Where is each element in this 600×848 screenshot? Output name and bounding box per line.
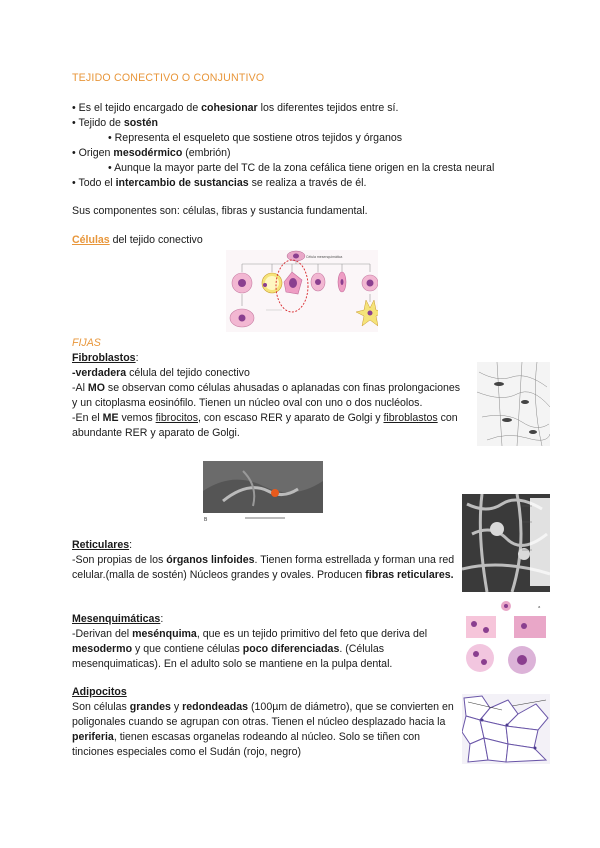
mesenquimaticas-text: -Derivan del mesénquima, que es un tejido primitivo del feto que deriva del mesodermo y que contiene células poco diferenciadas. (Células mesenquimaticas). En el adulto solo se mantiene en la pulpa dental. [72,628,428,670]
stem-cell [287,251,305,261]
fijas-heading: FIJAS [72,337,101,349]
bullet-intercambio: • Todo el intercambio de sustancias se realiza a través de él. [72,177,367,189]
cell-adipocyte [262,273,282,293]
cell-lineage-diagram [226,250,378,332]
sem-fibroblast-image [203,461,323,523]
orange-marker [271,489,279,497]
fibroblastos-p3: -En el ME vemos fibrocitos, con escaso RER y aparato de Golgi y fibroblastos con abundante RER y aparato de Golgi. [72,412,458,439]
adipose-tissue-image [462,694,550,764]
bullet-origen: • Origen mesodérmico (embrión) [72,147,231,159]
reticular-cells-image [462,494,550,592]
fibroblastos-section [72,351,468,441]
fibroblastos-p1: -verdadera célula del tejido conectivo [72,367,250,379]
reticulares-text: -Son propias de los órganos linfoides. Tienen forma estrellada y forman una red celular.(malla de sostén) Núcleos grandes y ovales. Producen fibras reticulares. [72,554,455,581]
svg-text:B: B [204,517,208,523]
mesenquimaticas-section [72,612,457,672]
adipocitos-heading: Adipocitos [72,686,127,698]
fibroblastos-heading: Fibroblastos: [72,352,139,364]
cell-bottom-left [230,309,254,327]
svg-text:Célula mesenquimática: Célula mesenquimática [306,255,343,259]
mesenquimaticas-heading: Mesenquimáticas: [72,613,164,625]
cell-macrophage [311,273,325,291]
cell-chondrocyte [362,275,378,291]
svg-text:a: a [538,604,541,609]
fibroblastos-p2: -Al MO se observan como células ahusadas o aplanadas con finas prolongaciones y un citoplasma eosinófilo. Tienen un núcleo oval con uno o dos nucléolos. [72,382,461,409]
mesenchymal-cells-image [462,598,550,682]
intro-bullets [72,101,542,191]
adipocitos-section [72,685,457,760]
bullet-cresta-neural: • Aunque la mayor parte del TC de la zona cefálica tiene origen en la cresta neural [108,162,495,174]
components-line: Sus componentes son: células, fibras y sustancia fundamental. [72,205,368,217]
bullet-sosten: • Tejido de sostén [72,117,158,129]
reticulares-section [72,538,462,583]
cell-smooth-muscle [338,272,346,292]
adipocitos-text: Son células grandes y redondeadas (100µm de diámetro), que se convierten en poligonales cuando se agrupan con otras. Tienen el núcleo desplazado hacia la periferia, tienen escasas organelas rodeando al núcleo. Solo se tiñen con tinciones especiales como el Sudán (rojo, negro) [72,701,454,758]
fibroblast-sketch-image [477,362,550,446]
celulas-heading: Células del tejido conectivo [72,234,203,246]
celulas-link[interactable]: Células [72,234,110,246]
cell-precursor [232,273,252,293]
bullet-esqueleto: • Representa el esqueleto que sostiene otros tejidos y órganos [108,132,403,144]
bullet-cohesion: • Es el tejido encargado de cohesionar los diferentes tejidos entre sí. [72,102,399,114]
reticulares-heading: Reticulares: [72,539,133,551]
page-title: TEJIDO CONECTIVO O CONJUNTIVO [72,72,265,84]
